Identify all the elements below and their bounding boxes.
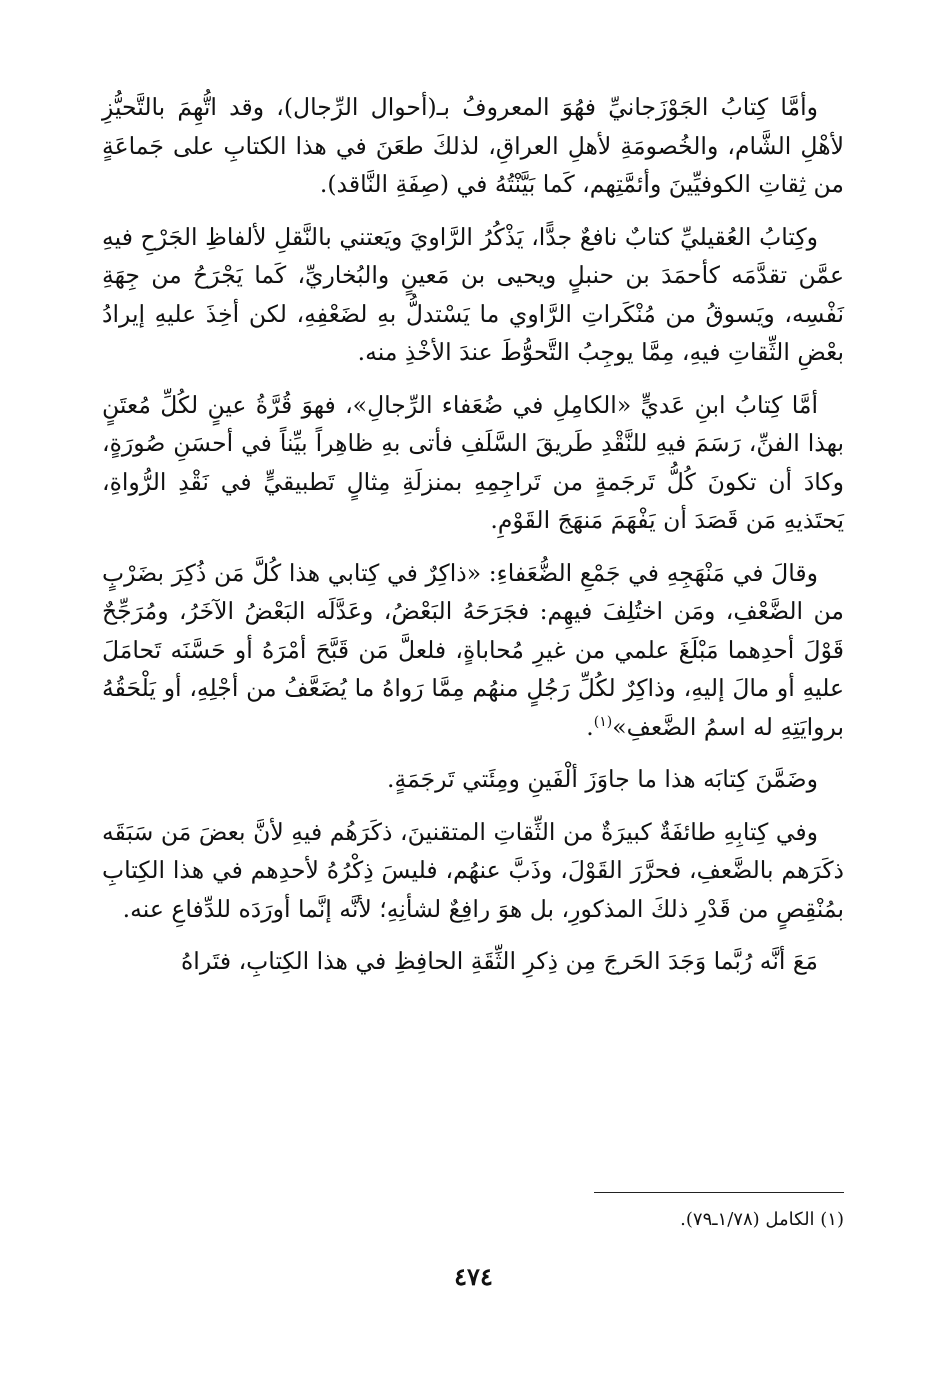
paragraph-text: مَعَ أنَّه رُبَّما وَجَدَ الحَرجَ مِن ذِكرِ الثِّقَةِ الحافِظِ في هذا الكِتابِ، فتَراهُ [180, 947, 818, 975]
paragraph-uqayli [102, 218, 844, 372]
paragraph-text: وكِتابُ العُقيليِّ كتابٌ نافعٌ جدًّا، يَذْكُرُ الرَّاويَ ويَعتني بالنَّقلِ لألفاظِ الجَرْحِ فيهِ عمَّن تقدَّمَه كأحمَدَ بن حنبلٍ ويحيى بن مَعينٍ والبُخاريِّ، كَما يَجْرَحُ من جِهَةِ نَفْسِه، ويَسوقُ من مُنْكَراتِ الرَّاوي ما يَسْتدلُّ بهِ لضَعْفِهِ، لكن أخِذَ عليهِ إيرادُ بعْضِ الثِّقاتِ فيهِ، مِمَّا يوجِبُ التَّحوُّطَ عندَ الأخْذِ منه. [102, 222, 844, 366]
paragraph-text: وفي كِتابِهِ طائفَةٌ كبيرَةٌ من الثِّقاتِ المتقنينَ، ذكَرَهُم فيهِ لأنَّ بعضَ مَن سَبَقَه ذكَرَهم بالضَّعفِ، فحرَّرَ القَوْلَ، وذَبَّ عنهُم، فليسَ ذِكْرُهُ لأحدِهم في هذا الكِتابِ بمُنْقِصٍ من قَدْرِ ذلكَ المذكورِ، بل هوَ رافِعٌ لشأنِهِ؛ لأنَّه إنَّما أورَدَه للدِّفاعِ عنه. [102, 817, 844, 923]
paragraph-text: وقالَ في مَنْهَجِهِ في جَمْعِ الضُّعَفاءِ: «ذاكِرٌ في كِتابي هذا كُلَّ مَن ذُكِرَ بضَرْبٍ من الضَّعْفِ، ومَن اختُلِفَ فيهِم: فجَرَحَهُ البَعْضُ، وعَدَّلَه البَعْضُ الآخَرُ، ومُرَجِّحٌ قَوْلَ أحدِهما مَبْلَغَ علمي من غيرِ مُحاباةٍ، فلعلَّ مَن قَبَّحَ أمْرَهُ أو حَسَّنَه تَحامَلَ عليهِ أو مالَ إليهِ، وذاكِرٌ لكُلِّ رَجُلٍ منهُم مِمَّا رَواهُ ما يُضَعَّفُ من أجْلِهِ، أو يَلْحَقُهُ بروايَتِهِ له اسمُ الضَّعفِ» [102, 558, 844, 741]
footnote-reference: (١) [593, 713, 613, 730]
paragraph-ibn-adi [102, 386, 844, 540]
paragraph-text: وضَمَّنَ كِتابَه هذا ما جاوَزَ ألْفَينِ ومِئَتي تَرجَمَةٍ. [387, 765, 818, 793]
paragraph-jawzajani [102, 88, 844, 204]
footnote-divider [594, 1192, 844, 1193]
paragraph-thiqat [102, 813, 844, 929]
paragraph-quote: وقالَ في مَنْهَجِهِ في جَمْعِ الضُّعَفاءِ: «ذاكِرٌ في كِتابي هذا كُلَّ مَن ذُكِرَ بضَرْبٍ من الضَّعْفِ، ومَن اختُلِفَ فيهِم: فجَرَحَهُ البَعْضُ، وعَدَّلَه البَعْضُ الآخَرُ، ومُرَجِّحٌ قَوْلَ أحدِهما مَبْلَغَ علمي من غيرِ مُحاباةٍ، فلعلَّ مَن قَبَّحَ أمْرَهُ أو حَسَّنَه تَحامَلَ عليهِ أو مالَ إليهِ، وذاكِرٌ لكُلِّ رَجُلٍ منهُم مِمَّا رَواهُ ما يُضَعَّفُ من أجْلِهِ، أو يَلْحَقُهُ بروايَتِهِ له اسمُ الضَّعفِ»$^{(١)}$. [102, 558, 844, 741]
body-text [102, 88, 844, 995]
paragraph-continuation [102, 942, 844, 981]
page-number: ٤٧٤ [454, 1262, 493, 1291]
paragraph-count [102, 760, 844, 799]
footnote: (١) الكامل (١/٧٨ـ٧٩). [680, 1209, 844, 1230]
paragraph-text: أمَّا كِتابُ ابنِ عَديٍّ «الكامِلِ في ضُعَفاء الرِّجالِ»، فهوَ قُرَّةُ عينٍ لكُلِّ مُعتَنٍ بهذا الفنِّ، رَسَمَ فيهِ للنَّقْدِ طَريقَ السَّلَفِ فأتى بهِ ظاهِراً بيِّناً في أحسَنِ صُورَةٍ، وكادَ أن تكونَ كُلُّ تَرجَمةٍ من تَراجِمِهِ بمنزلَةِ مِثالٍ تَطبيقيٍّ في نَقْدِ الرُّواةِ، يَحتَذيهِ مَن قَصَدَ أن يَفْهَمَ مَنهَجَ القَوْمِ. [102, 390, 844, 534]
paragraph-text: وأمَّا كِتابُ الجَوْزَجانيِّ فهُوَ المعروفُ بـ(أحوال الرِّجال)، وقد اتُّهِمَ بالتَّحيُّزِ لأهْلِ الشَّام، والخُصومَةِ لأهلِ العراقِ، لذلكَ طعَنَ في هذا الكتابِ على جَماعَةٍ من ثِقاتِ الكوفيِّينَ وأئمَّتِهم، كَما بَيَّنْتُهُ في (صِفَةِ النَّاقد). [102, 93, 844, 198]
